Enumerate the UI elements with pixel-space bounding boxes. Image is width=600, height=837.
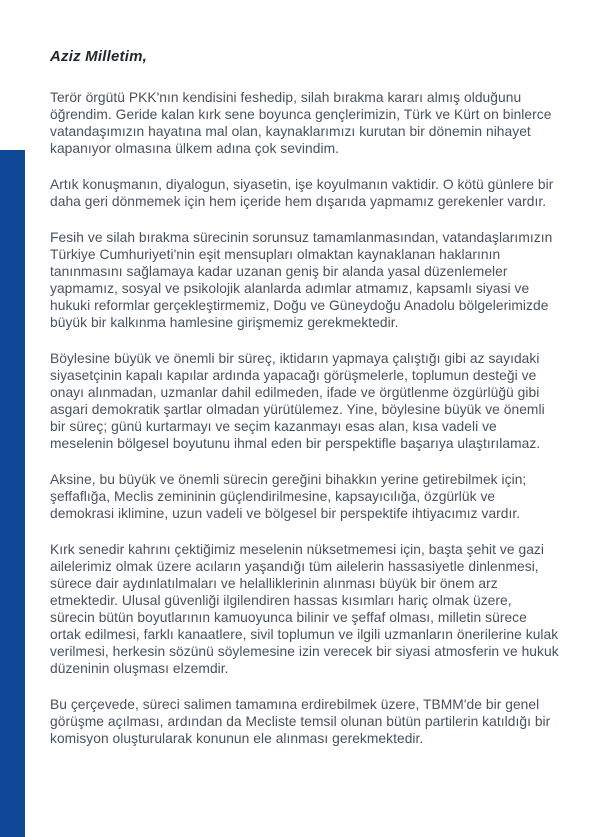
statement-paragraph: Fesih ve silah bırakma sürecinin sorunsuz tamamlanmasından, vatandaşlarımızın Türkiye Cumhuriyeti'nin eşit mensupları olmaktan kaynaklanan haklarının tanınmasını sağlamaya kadar uzanan geniş bir alanda yasal düzenlemeler yapmamız, sosyal ve psikolojik alanlarda adımlar atmamız, kapsamlı siyasi ve hukuki reformlar gerçekleştirmemiz, Doğu ve Güneydoğu Anadolu bölgelerimizde büyük bir kalkınma hamlesine girişmemiz gerekmektedir. [50,230,553,330]
statement-paragraph: Böylesine büyük ve önemli bir süreç, iktidarın yapmaya çalıştığı gibi az sayıdaki siyasetçinin kapalı kapılar ardında yapacağı görüşmelerle, toplumun desteği ve onayı alınmadan, uzmanlar dahil edilmeden, ifade ve örgütlenme özgürlüğü gibi asgari demokratik şartlar olmadan yürütülemez. Yine, böylesine büyük ve önemli bir süreç; günü kurtarmayı ve seçim kazanmayı esas alan, kısa vadeli ve meselenin bölgesel boyutunu ihmal eden bir perspektifle başarıya ulaştırılamaz. [50,351,545,451]
statement-paragraph: Bu çerçevede, süreci salimen tamamına erdirebilmek üzere, TBMM'de bir genel görüşme açılması, ardından da Mecliste temsil olunan bütün partilerin katıldığı bir komisyon oluşturularak konunun ele alınması gerekmektedir. [50,697,551,746]
left-accent-bar [0,150,25,837]
statement-paragraph: Aksine, bu büyük ve önemli sürecin gereğini bihakkın yerine getirebilmek için; şeffaflığa, Meclis zemininin güçlendirilmesine, kapsayıcılığa, özgürlük ve demokrasi iklimine, uzun vadeli ve bölgesel bir perspektife ihtiyacımız vardır. [50,472,527,521]
statement-document [50,48,559,747]
salutation: Aziz Milletim, [50,48,147,65]
statement-paragraph: Kırk senedir kahrını çektiğimiz meselenin nüksetmemesi için, başta şehit ve gazi ailelerimiz olmak üzere acıların yaşandığı tüm ailelerin hassasiyetle dinlenmesi, sürece dair aydınlatılmaları ve helalliklerinin alınması büyük bir önem arz etmektedir. Ulusal güvenliği ilgilendiren hassas kısımları hariç olmak üzere, sürecin bütün boyutlarının kamuoyunca bilinir ve şeffaf olması, milletin sürece ortak edilmesi, farklı kanaatlere, sivil toplumun ve ilgili uzmanların önerilerine kulak verilmesi, herkesin sözünü söylemesine izin verecek bir siyasi atmosferin ve hukuk düzeninin oluşması elzemdir. [50,542,559,676]
statement-paragraph: Artık konuşmanın, diyalogun, siyasetin, işe koyulmanın vaktidir. O kötü günlere bir daha geri dönmemek için hem içeride hem dışarıda yapmamız gerekenler vardır. [50,177,554,209]
statement-paragraphs [50,89,559,747]
statement-paragraph: Terör örgütü PKK'nın kendisini feshedip, silah bırakma kararı almış olduğunu öğrendim. Geride kalan kırk sene boyunca gençlerimizin, Türk ve Kürt on binlerce vatandaşımızın hayatına mal olan, kaynaklarımızı kurutan bir dönemin nihayet kapanıyor olmasına ülkem adına çok sevindim. [50,90,552,156]
